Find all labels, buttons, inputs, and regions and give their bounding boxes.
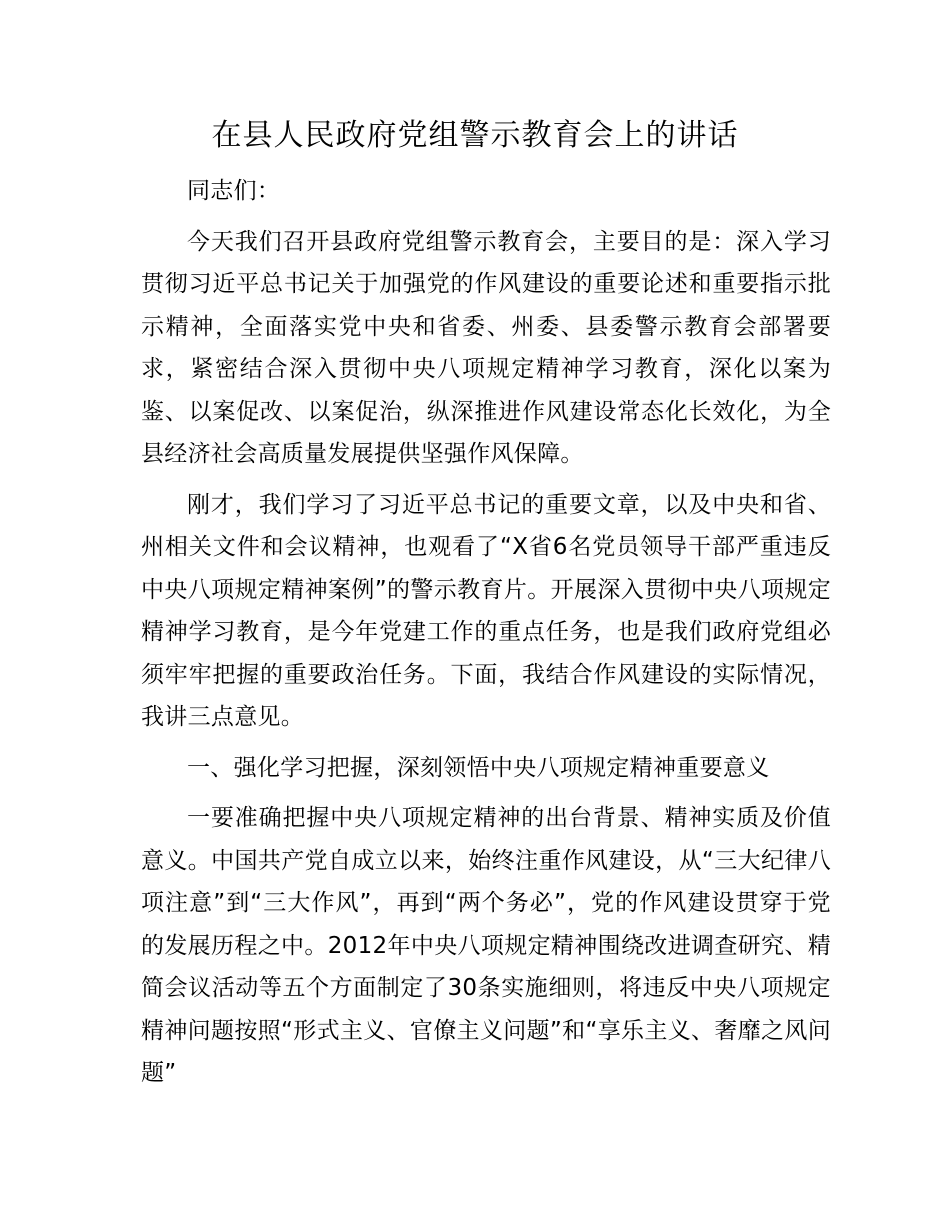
salutation: 同志们： [187,178,281,204]
document-title: 在县人民政府党组警示教育会上的讲话 [211,118,739,153]
paragraph-opening: 今天我们召开县政府党组警示教育会，主要目的是：深入学习贯彻习近平总书记关于加强党的作风建设的重要论述和重要指示批示精神，全面落实党中央和省委、州委、县委警示教育会部署要求，紧密结合深入贯彻中央八项规定精神学习教育，深化以案为鉴、以案促改、以案促治，纵深推进作风建设常态化长效化，为全县经济社会高质量发展提供坚强作风保障。 [141,228,831,467]
paragraph-context: 刚才，我们学习了习近平总书记的重要文章，以及中央和省、州相关文件和会议精神，也观看了“X省6名党员领导干部严重违反中央八项规定精神案例”的警示教育片。开展深入贯彻中央八项规定精神学习教育，是今年党建工作的重点任务，也是我们政府党组必须牢牢把握的重要政治任务。下面，我结合作风建设的实际情况，我讲三点意见。 [141,491,831,730]
section-heading-one: 一、强化学习把握，深刻领悟中央八项规定精神重要意义 [187,754,770,781]
paragraph-point-one: 一要准确把握中央八项规定精神的出台背景、精神实质及价值意义。中国共产党自成立以来，始终注重作风建设，从“三大纪律八项注意”到“三大作风”，再到“两个务必”，党的作风建设贯穿于党的发展历程之中。2012年中央八项规定精神围绕改进调查研究、精简会议活动等五个方面制定了30条实施细则，将违反中央八项规定精神问题按照“形式主义、官僚主义问题”和“享乐主义、奢靡之风问题” [141,805,831,1086]
document-body [141,170,831,1103]
